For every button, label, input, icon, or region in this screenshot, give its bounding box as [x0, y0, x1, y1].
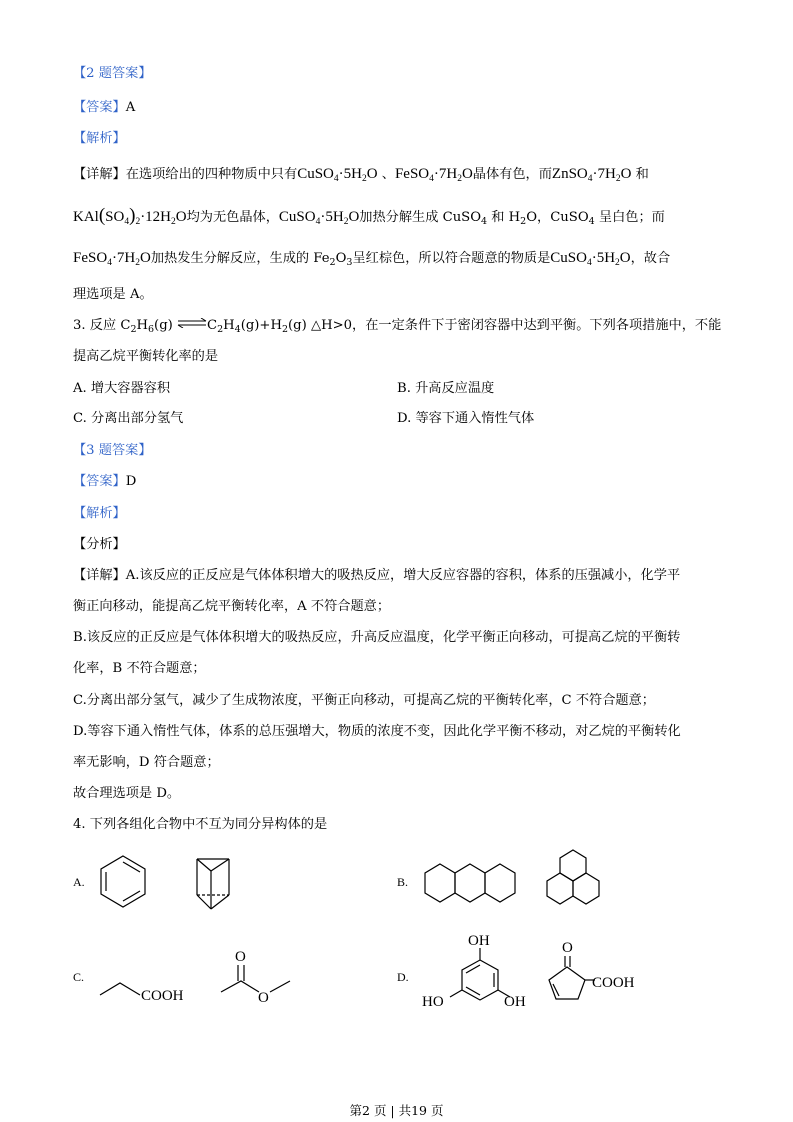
formula-cuso4-5h2o: $CuSO_4\cdot 5H_2O$ — [278, 209, 360, 227]
q3-option-a: A. 增大容器容积 — [73, 381, 171, 396]
formula-kal-so4-12h2o: $KAl(SO_4)_2\cdot 12H_2O$ — [73, 205, 187, 227]
propanoic-acid-structure-icon — [98, 975, 198, 1005]
text: 晶体有色，而 — [472, 167, 552, 182]
q4-label-d: D. — [397, 970, 409, 984]
q3-answer — [73, 473, 136, 491]
phloroglucinol-structure-icon — [420, 930, 532, 1012]
cooh-label: COOH — [141, 988, 184, 1004]
text: 在选项给出的四种物质中只有 — [125, 167, 298, 182]
q2-detail-line-2: $KAl(SO_4)_2\cdot 12H_2O$均为无色晶体，$CuSO_4\cdot 5H_2O$加热分解生成 CuSO$_4$ 和 $H_2O$，CuSO$_4$ 呈白色；而 — [73, 205, 665, 227]
benzene-structure-icon — [98, 854, 150, 910]
answer-value: D — [125, 474, 137, 489]
page-footer: 第2 页 | 共19 页 — [349, 1103, 444, 1118]
q3-fenxi-tag: 【分析】 — [73, 537, 126, 552]
q3-detail-line-4: 化率，B 不符合题意； — [73, 661, 206, 676]
q3-option-c: C. 分离出部分氢气 — [73, 411, 184, 426]
q3-detail-line-5: C.分离出部分氢气，减少了生成物浓度，平衡正向移动，可提高乙烷的平衡转化率，C 不符合题意； — [73, 693, 655, 708]
q3-detail-line-3: B.该反应的正反应是气体体积增大的吸热反应，升高反应温度，化学平衡正向移动，可提高乙烷的平衡转 — [73, 630, 681, 645]
q4-label-a: A. — [73, 875, 85, 889]
text: 均为无色晶体， — [186, 210, 279, 225]
o-label: O — [562, 940, 573, 956]
text: O，CuSO — [526, 210, 589, 225]
oh-label: OH — [504, 994, 526, 1010]
ho-label: HO — [422, 994, 444, 1010]
q3-stem-line-2: 提高乙烷平衡转化率的是 — [73, 349, 219, 364]
o-label: O — [235, 949, 246, 965]
q3-stem-line-1: 3. 反应 $C_2H_6(g)$ $C_2H_4(g)+H_2(g)$ △H>0，在一定条件下于密闭容器中达到平衡。下列各项措施中，不能 — [73, 318, 722, 335]
text: 呈红棕色，所以符合题意的物质是 — [352, 251, 551, 266]
methyl-acetate-structure-icon — [218, 946, 298, 1004]
text: 加热发生分解反应，生成的 Fe — [150, 251, 330, 266]
answer-tag: 【答案】 — [73, 100, 126, 115]
answer-value: A — [125, 100, 136, 115]
text: ，故合 — [630, 251, 671, 266]
q3-detail-line-1: 【详解】A.该反应的正反应是气体体积增大的吸热反应，增大反应容器的容积，体系的压强减小，化学平 — [73, 568, 681, 583]
o-label: O — [258, 990, 269, 1006]
text: 加热分解生成 CuSO — [359, 210, 482, 225]
formula-znso4-7h2o: $ZnSO_4\cdot 7H_2O$ — [551, 166, 632, 184]
oh-label: OH — [468, 933, 490, 949]
tricyclic-linear-structure-icon — [424, 862, 520, 908]
formula-cuso4-5h2o: $CuSO_4\cdot 5H_2O$ — [550, 250, 631, 268]
q3-detail-line-2: 衡正向移动，能提高乙烷平衡转化率，A 不符合题意； — [73, 599, 391, 614]
detail-tag: 【详解】 — [73, 568, 126, 583]
text: 和 H — [491, 210, 521, 225]
text: 、 — [381, 167, 395, 182]
q3-header: 【3 题答案】 — [73, 443, 152, 458]
q2-detail-line-4: 理选项是 A。 — [73, 287, 153, 302]
text: O — [335, 251, 347, 266]
q3-analysis-tag: 【解析】 — [73, 506, 126, 521]
q3-option-b: B. 升高反应温度 — [397, 381, 495, 396]
q2-analysis-tag: 【解析】 — [73, 131, 126, 146]
q3-detail-line-6: D.等容下通入惰性气体，体系的总压强增大，物质的浓度不变，因此化学平衡不移动，对乙烷的平衡转化 — [73, 724, 681, 739]
detail-tag: 【详解】 — [73, 167, 126, 182]
formula-cuso4-5h2o: $CuSO_4\cdot 5H_2O$ — [297, 166, 378, 184]
equilibrium-arrow-icon — [177, 318, 207, 328]
formula-feso4-7h2o: $FeSO_4\cdot 7H_2O$ — [394, 166, 473, 184]
q2-header: 【2 题答案】 — [73, 66, 152, 81]
q2-answer — [73, 99, 135, 117]
q3-detail-line-7: 率无影响，D 符合题意； — [73, 755, 220, 770]
text: 和 — [635, 167, 649, 182]
text: 呈白色；而 — [598, 210, 665, 225]
q4-stem: 4. 下列各组化合物中不互为同分异构体的是 — [73, 817, 328, 832]
q3-option-d: D. 等容下通入惰性气体 — [397, 411, 535, 426]
q4-label-b: B. — [397, 875, 409, 889]
q2-detail-line-1 — [73, 165, 649, 184]
cyclopentenone-acid-structure-icon — [536, 936, 636, 1006]
prismane-structure-icon — [193, 855, 233, 913]
cooh-label: COOH — [592, 975, 635, 991]
q4-label-c: C. — [73, 970, 85, 984]
q3-detail-line-8: 故合理选项是 D。 — [73, 786, 181, 801]
q2-detail-line-3: $FeSO_4\cdot 7H_2O$加热发生分解反应，生成的 $Fe_2O_3$呈红棕色，所以符合题意的物质是$CuSO_4\cdot 5H_2O$，故合 — [73, 250, 671, 268]
tricyclic-fused-structure-icon — [542, 848, 608, 914]
answer-tag: 【答案】 — [73, 474, 126, 489]
formula-feso4-7h2o: $FeSO_4\cdot 7H_2O$ — [73, 250, 151, 268]
